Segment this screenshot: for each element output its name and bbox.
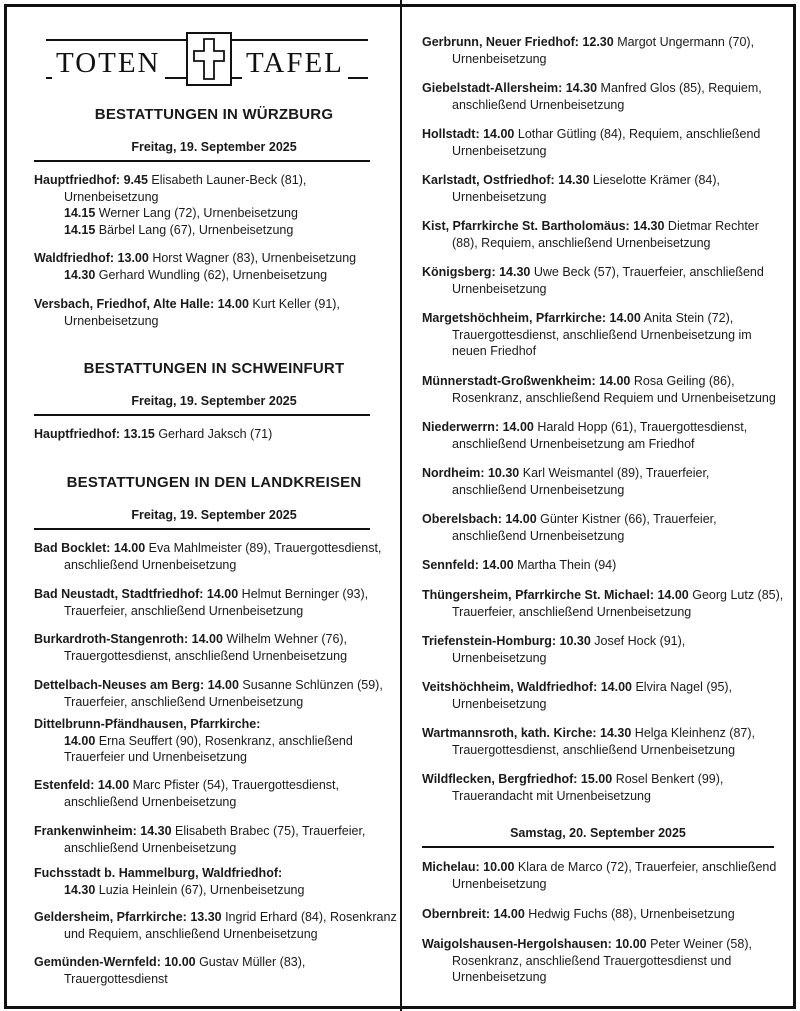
entry-line: [422, 281, 774, 298]
entry-text: Gustav Müller (83),: [195, 955, 306, 969]
entry-line: [34, 189, 394, 206]
entry-place-time: Hollstadt: 14.00: [422, 127, 515, 141]
funeral-entry: [34, 909, 397, 942]
entry-text: Susanne Schlünzen (59),: [238, 678, 383, 692]
funeral-entry: [422, 906, 774, 923]
entry-text: Bärbel Lang (67), Urnenbeisetzung: [95, 222, 294, 237]
entry-place-time: 14.00: [64, 733, 96, 748]
entry-place-time: Königsberg: 14.30: [422, 265, 531, 279]
entry-place-time: Wildflecken, Bergfriedhof: 15.00: [422, 772, 613, 786]
entry-text: Trauergottesdienst, anschließend Urnenbeisetzung: [64, 648, 348, 663]
entry-text: Ingrid Erhard (84), Rosenkranz: [221, 910, 397, 924]
funeral-entry: [34, 823, 394, 856]
entry-place-time: Sennfeld: 14.00: [422, 558, 514, 572]
funeral-entry: [422, 511, 774, 544]
entry-line: [422, 264, 774, 281]
entry-place-time: Frankenwinheim: 14.30: [34, 824, 172, 838]
entry-text: Urnenbeisetzung: [64, 313, 159, 328]
entry-text: Erna Seuffert (90), Rosenkranz, anschließend: [95, 733, 353, 748]
entry-place-time: Estenfeld: 14.00: [34, 778, 130, 792]
entry-text: Urnenbeisetzung: [452, 876, 547, 891]
entry-line: [422, 511, 774, 528]
entry-line: [34, 865, 394, 882]
funeral-entry: [34, 540, 394, 573]
entry-line: [34, 823, 394, 840]
entry-line: [422, 126, 774, 143]
date-schweinfurt: Freitag, 19. September 2025: [131, 394, 297, 408]
entry-line: [34, 540, 394, 557]
funeral-entry: [422, 419, 774, 452]
funeral-entry: [422, 587, 784, 620]
entry-line: [422, 327, 774, 344]
entry-place-time: Waigolshausen-Hergolshausen: 10.00: [422, 937, 647, 951]
entry-text: Elisabeth Brabec (75), Trauerfeier,: [171, 824, 366, 838]
funeral-entry: [422, 80, 774, 113]
date-rule: [34, 160, 370, 162]
entry-text: Helmut Berninger (93),: [238, 587, 369, 601]
entry-line: [422, 788, 774, 805]
entry-place-time: Waldfriedhof: 13.00: [34, 251, 149, 265]
entry-text: anschließend Urnenbeisetzung: [452, 482, 625, 497]
entry-line: [422, 172, 774, 189]
entry-line: [34, 250, 394, 267]
entry-text: Urnenbeisetzung: [452, 143, 547, 158]
entry-line: [34, 631, 394, 648]
funeral-entry: [34, 954, 394, 987]
entry-line: [422, 557, 774, 574]
entry-text: Lieselotte Krämer (84),: [589, 173, 721, 187]
entry-text: Rosa Geiling (86),: [630, 374, 735, 388]
entry-line: [34, 882, 394, 899]
funeral-entry: [422, 465, 774, 498]
funeral-entry: [34, 677, 394, 710]
entry-text: Helga Kleinhenz (87),: [631, 726, 756, 740]
entry-place-time: 14.15: [64, 206, 96, 220]
entry-place-time: Obernbreit: 14.00: [422, 907, 525, 921]
entry-place-time: Geldersheim, Pfarrkirche: 13.30: [34, 910, 222, 924]
entry-line: [422, 696, 774, 713]
date-rule: [34, 414, 370, 416]
date-wuerzburg: Freitag, 19. September 2025: [131, 140, 297, 154]
entry-text: Trauerfeier, anschließend Urnenbeisetzung: [64, 694, 304, 709]
entry-text: (88), Requiem, anschließend Urnenbeisetzung: [452, 235, 711, 250]
entry-line: [34, 840, 394, 857]
entry-line: [34, 716, 394, 733]
entry-line: [422, 528, 774, 545]
entry-text: Trauerfeier, anschließend Urnenbeisetzung: [452, 604, 692, 619]
entry-line: [34, 313, 394, 330]
entry-place-time: Dettelbach-Neuses am Berg: 14.00: [34, 678, 239, 692]
masthead-word-left: TOTEN: [52, 47, 165, 80]
funeral-entry: [34, 296, 394, 329]
entry-line: [422, 419, 774, 436]
entry-line: [422, 97, 774, 114]
entry-line: [422, 650, 774, 667]
entry-text: Uwe Beck (57), Trauerfeier, anschließend: [530, 265, 764, 279]
entry-line: [34, 749, 394, 766]
entry-place-time: 14.30: [64, 882, 96, 897]
entry-text: Werner Lang (72), Urnenbeisetzung: [95, 206, 298, 220]
entry-line: [422, 953, 774, 970]
entry-line: [34, 909, 397, 926]
entry-text: Gerhard Jaksch (71): [154, 427, 273, 441]
entry-line: [422, 235, 774, 252]
entry-text: Urnenbeisetzung: [452, 696, 547, 711]
entry-text: Manfred Glos (85), Requiem,: [597, 81, 762, 95]
entry-text: Trauergottesdienst, anschließend Urnenbeisetzung: [452, 742, 736, 757]
funeral-entry: [34, 586, 394, 619]
entry-line: [422, 218, 774, 235]
entry-line: [34, 557, 394, 574]
entry-line: [34, 222, 394, 239]
entry-line: [422, 604, 774, 621]
entry-text: Karl Weismantel (89), Trauerfeier,: [519, 466, 710, 480]
entry-line: [34, 777, 394, 794]
entry-place-time: Bad Neustadt, Stadtfriedhof: 14.00: [34, 587, 239, 601]
entry-line: [422, 343, 774, 360]
entry-place-time: Triefenstein-Homburg: 10.30: [422, 634, 591, 648]
entry-line: [422, 633, 774, 650]
entry-text: Urnenbeisetzung: [452, 970, 547, 984]
entry-text: Klara de Marco (72), Trauerfeier, anschließend: [514, 860, 777, 874]
entry-line: [422, 771, 774, 788]
entry-place-time: Nordheim: 10.30: [422, 466, 520, 480]
entry-place-time: Burkardroth-Stangenroth: 14.00: [34, 632, 223, 646]
funeral-entry: [34, 172, 394, 238]
entry-text: Martha Thein (94): [513, 558, 617, 572]
entry-text: neuen Friedhof: [452, 344, 537, 358]
entry-text: Kurt Keller (91),: [248, 297, 340, 311]
entry-line: [34, 794, 394, 811]
entry-line: [422, 725, 774, 742]
entry-place-time: Thüngersheim, Pfarrkirche St. Michael: 14.00: [422, 588, 689, 602]
entry-text: Urnenbeisetzung: [452, 189, 547, 204]
section-title-schweinfurt: BESTATTUNGEN IN SCHWEINFURT: [83, 360, 345, 377]
entry-line: [422, 906, 774, 923]
entry-line: [34, 586, 394, 603]
entry-place-time: 14.30: [64, 267, 96, 282]
funeral-entry: [422, 633, 774, 666]
entry-line: [422, 876, 774, 893]
section-title-wuerzburg: BESTATTUNGEN IN WÜRZBURG: [94, 106, 334, 123]
entry-text: Lothar Gütling (84), Requiem, anschließend: [514, 127, 761, 141]
entry-place-time: Karlstadt, Ostfriedhof: 14.30: [422, 173, 590, 187]
funeral-entry: [422, 557, 774, 574]
entry-line: [422, 390, 774, 407]
funeral-entry: [422, 126, 774, 159]
entry-text: Trauerfeier, anschließend Urnenbeisetzung: [64, 603, 304, 618]
funeral-entry: [422, 859, 777, 892]
entry-line: [422, 859, 777, 876]
funeral-entry: [422, 34, 774, 67]
entry-text: Trauerfeier und Urnenbeisetzung: [64, 750, 247, 764]
entry-text: anschließend Urnenbeisetzung: [452, 528, 625, 543]
entry-text: Rosel Benkert (99),: [612, 772, 724, 786]
entry-text: anschließend Urnenbeisetzung am Friedhof: [452, 436, 695, 451]
funeral-entry: [422, 264, 774, 297]
masthead: [46, 30, 368, 90]
entry-place-time: Dittelbrunn-Pfändhausen, Pfarrkirche:: [34, 717, 261, 731]
funeral-entry: [422, 725, 774, 758]
entry-text: Luzia Heinlein (67), Urnenbeisetzung: [95, 882, 305, 897]
entry-place-time: Margetshöchheim, Pfarrkirche: 14.00: [422, 311, 641, 325]
entry-place-time: Michelau: 10.00: [422, 860, 515, 874]
entry-text: Trauergottesdienst: [64, 971, 168, 986]
funeral-entry: [422, 373, 774, 406]
entry-place-time: Fuchsstadt b. Hammelburg, Waldfriedhof:: [34, 866, 283, 880]
entry-text: Günter Kistner (66), Trauerfeier,: [536, 512, 717, 526]
section-title-landkreise: BESTATTUNGEN IN DEN LANDKREISEN: [66, 474, 362, 491]
entry-line: [34, 172, 394, 189]
entry-text: Eva Mahlmeister (89), Trauergottesdienst,: [145, 541, 382, 555]
funeral-entry: [422, 218, 774, 251]
entry-text: Rosenkranz, anschließend Requiem und Urnenbeisetzung: [452, 390, 776, 405]
masthead-word-right: TAFEL: [242, 47, 348, 80]
entry-line: [34, 694, 394, 711]
entry-place-time: Kist, Pfarrkirche St. Bartholomäus: 14.30: [422, 219, 665, 233]
entry-text: Urnenbeisetzung: [452, 51, 547, 66]
entry-text: Horst Wagner (83), Urnenbeisetzung: [148, 251, 357, 265]
entry-text: Harald Hopp (61), Trauergottesdienst,: [533, 420, 748, 434]
entry-line: [422, 436, 774, 453]
entry-text: Urnenbeisetzung: [452, 650, 547, 665]
funeral-entry: [34, 777, 394, 810]
entry-line: [34, 971, 394, 988]
entry-text: anschließend Urnenbeisetzung: [452, 97, 625, 112]
entry-text: Marc Pfister (54), Trauergottesdienst,: [129, 778, 339, 792]
entry-text: anschließend Urnenbeisetzung: [64, 840, 237, 855]
entry-text: Urnenbeisetzung: [64, 189, 159, 204]
entry-text: Josef Hock (91),: [590, 634, 686, 648]
entry-line: [34, 296, 394, 313]
entry-line: [34, 677, 394, 694]
entry-place-time: Veitshöchheim, Waldfriedhof: 14.00: [422, 680, 632, 694]
entry-line: [422, 310, 774, 327]
entry-line: [422, 465, 774, 482]
entry-line: [422, 936, 774, 953]
funeral-entry: [34, 250, 394, 283]
entry-line: [34, 603, 394, 620]
entry-line: [422, 373, 774, 390]
entry-place-time: Münnerstadt-Großwenkheim: 14.00: [422, 374, 631, 388]
entry-line: [34, 267, 394, 284]
entry-text: anschließend Urnenbeisetzung: [64, 557, 237, 572]
entry-line: [422, 34, 774, 51]
funeral-entry: [34, 631, 394, 664]
entry-line: [422, 587, 784, 604]
entry-text: Hedwig Fuchs (88), Urnenbeisetzung: [524, 907, 735, 921]
funeral-entry: [422, 771, 774, 804]
entry-line: [422, 482, 774, 499]
entry-text: Trauerandacht mit Urnenbeisetzung: [452, 788, 651, 803]
entry-place-time: Hauptfriedhof: 13.15: [34, 427, 155, 441]
entry-text: Elisabeth Launer-Beck (81),: [147, 173, 307, 187]
entry-text: Margot Ungermann (70),: [613, 35, 755, 49]
funeral-entry: [34, 426, 394, 443]
entry-text: anschließend Urnenbeisetzung: [64, 794, 237, 809]
entry-line: [34, 733, 394, 750]
entry-text: Anita Stein (72),: [640, 311, 734, 325]
entry-text: Trauergottesdienst, anschließend Urnenbeisetzung im: [452, 327, 752, 342]
date-rule: [34, 528, 370, 530]
funeral-entry: [422, 679, 774, 712]
entry-line: [34, 648, 394, 665]
funeral-entry: [422, 936, 774, 986]
cross-icon: [186, 32, 232, 86]
date-samstag: Samstag, 20. September 2025: [510, 826, 686, 840]
entry-place-time: Giebelstadt-Allersheim: 14.30: [422, 81, 598, 95]
entry-line: [422, 742, 774, 759]
entry-line: [422, 143, 774, 160]
funeral-entry: [34, 865, 394, 898]
entry-place-time: Gemünden-Wernfeld: 10.00: [34, 955, 196, 969]
entry-text: Wilhelm Wehner (76),: [222, 632, 348, 646]
entry-place-time: Gerbrunn, Neuer Friedhof: 12.30: [422, 35, 614, 49]
entry-line: [422, 80, 774, 97]
entry-text: Gerhard Wundling (62), Urnenbeisetzung: [95, 267, 328, 282]
funeral-entry: [34, 716, 394, 766]
entry-line: [34, 205, 394, 222]
entry-place-time: Wartmannsroth, kath. Kirche: 14.30: [422, 726, 632, 740]
funeral-entry: [422, 310, 774, 360]
entry-line: [422, 189, 774, 206]
entry-text: Urnenbeisetzung: [452, 281, 547, 296]
entry-place-time: Niederwerrn: 14.00: [422, 420, 534, 434]
entry-text: Rosenkranz, anschließend Trauergottesdienst und: [452, 953, 732, 968]
entry-text: Dietmar Rechter: [664, 219, 759, 233]
column-divider: [400, 0, 402, 1011]
entry-place-time: Oberelsbach: 14.00: [422, 512, 537, 526]
entry-place-time: Hauptfriedhof: 9.45: [34, 173, 148, 187]
entry-place-time: Versbach, Friedhof, Alte Halle: 14.00: [34, 297, 249, 311]
entry-text: Elvira Nagel (95),: [632, 680, 733, 694]
funeral-entry: [422, 172, 774, 205]
entry-line: [422, 679, 774, 696]
entry-text: Georg Lutz (85),: [688, 588, 784, 602]
entry-text: und Requiem, anschließend Urnenbeisetzung: [64, 926, 318, 941]
entry-line: [34, 926, 394, 943]
entry-line: [422, 51, 774, 68]
entry-line: [34, 426, 394, 443]
date-landkreise: Freitag, 19. September 2025: [131, 508, 297, 522]
entry-text: Peter Weiner (58),: [646, 937, 752, 951]
entry-line: [422, 969, 774, 986]
entry-place-time: 14.15: [64, 222, 96, 237]
date-rule: [422, 846, 774, 848]
entry-place-time: Bad Bocklet: 14.00: [34, 541, 146, 555]
entry-line: [34, 954, 394, 971]
